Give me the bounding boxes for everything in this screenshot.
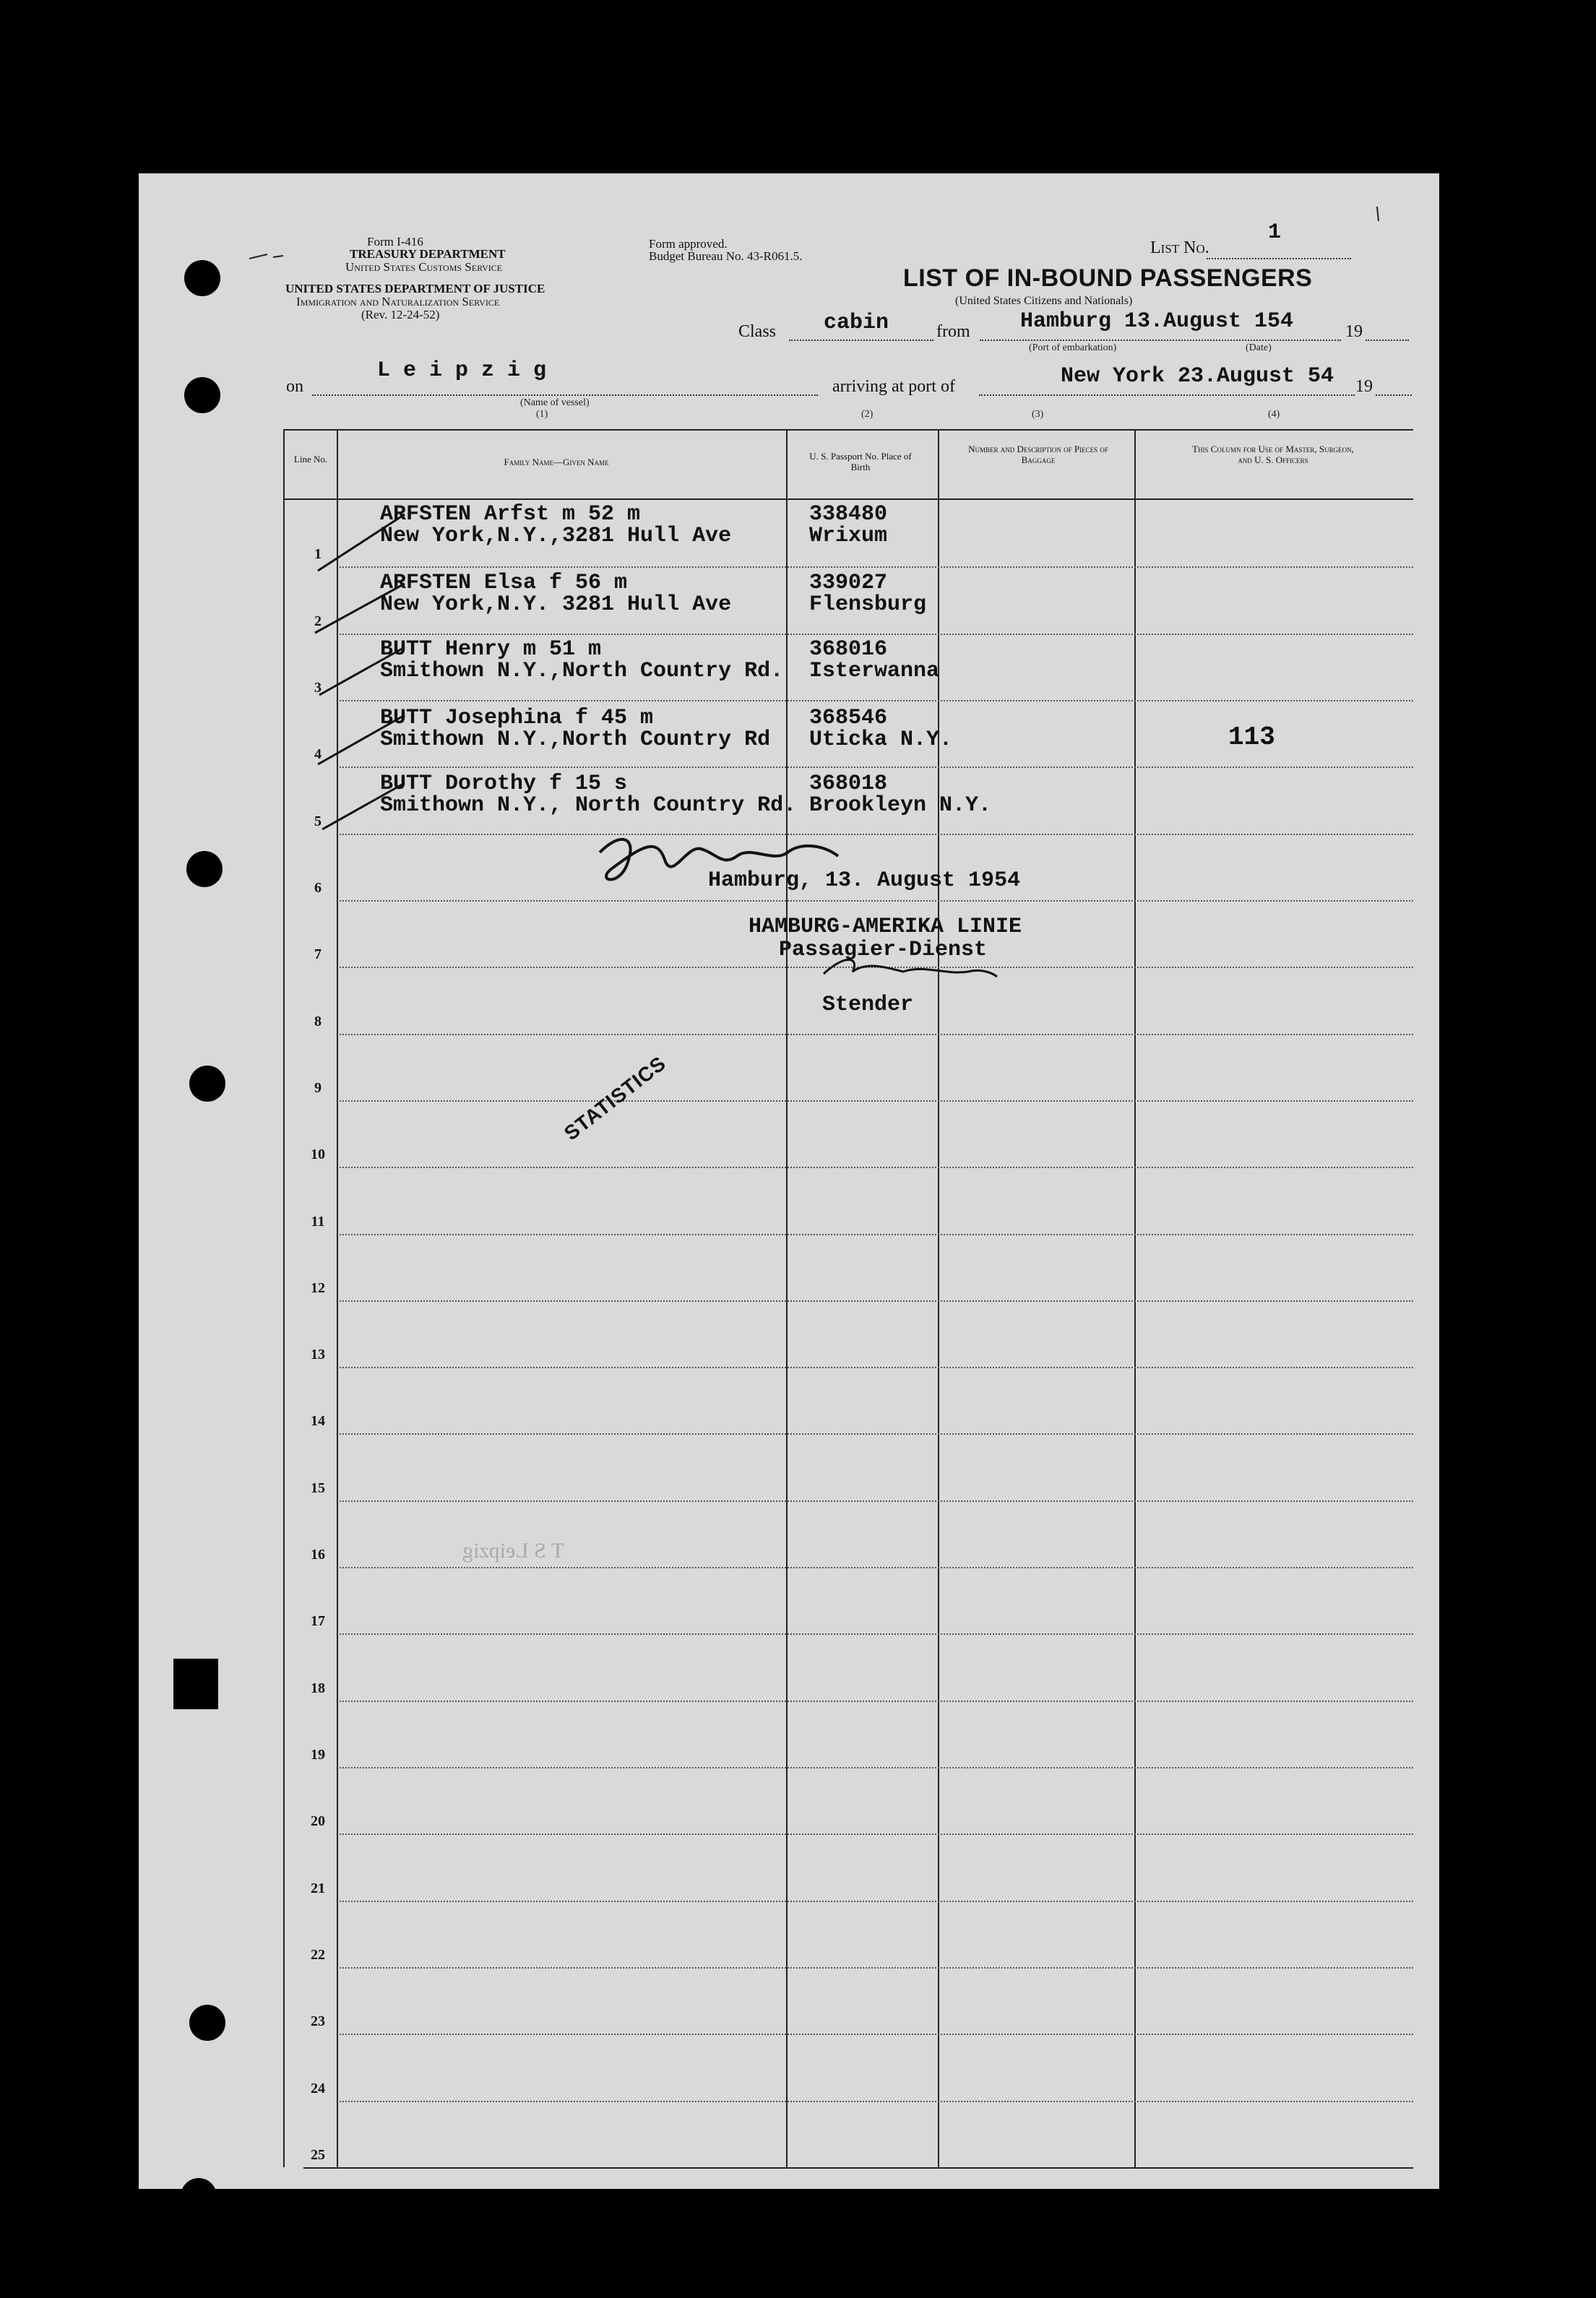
passenger-address: Smithown N.Y.,North Country Rd. [380, 659, 784, 683]
col-num-2: (2) [861, 409, 874, 420]
year-suffix-2: 19 [1355, 377, 1373, 396]
port-embarkation-caption: (Port of embarkation) [1029, 342, 1117, 353]
page-title: LIST OF IN-BOUND PASSENGERS [903, 264, 1313, 292]
line-number: 3 [314, 680, 322, 696]
signature-left [600, 839, 838, 880]
signer-name: Stender [822, 993, 914, 1017]
line-number: 10 [311, 1146, 325, 1162]
list-no-label: List No. [1150, 238, 1209, 257]
passenger-address: New York,N.Y. 3281 Hull Ave [380, 592, 732, 617]
company-name: HAMBURG-AMERIKA LINIE [749, 915, 1022, 939]
signature-right [824, 959, 997, 977]
line-number: 19 [311, 1747, 325, 1763]
line-number: 6 [314, 880, 322, 896]
passenger-address: Smithown N.Y.,North Country Rd [380, 727, 771, 752]
passport-number: 339027 [809, 571, 888, 595]
justice-dept: UNITED STATES DEPARTMENT OF JUSTICE [285, 282, 545, 295]
header-passport: U. S. Passport No. Place of Birth [809, 451, 912, 472]
immigration-service: Immigration and Naturalization Service [296, 295, 500, 308]
customs-service: United States Customs Service [345, 260, 503, 274]
line-number: 9 [314, 1080, 322, 1096]
line-number: 8 [314, 1014, 322, 1029]
place-of-birth: Wrixum [809, 524, 888, 548]
treasury-dept: TREASURY DEPARTMENT [350, 247, 506, 261]
passenger-address: New York,N.Y.,3281 Hull Ave [380, 524, 732, 548]
passenger-name: BUTT Henry m 51 m [380, 637, 602, 662]
line-number: 1 [314, 546, 322, 562]
line-number: 4 [314, 746, 322, 762]
corner-tick [1377, 207, 1379, 221]
bleed-through-text: T S Leipzig [462, 1539, 565, 1563]
arriving-label: arriving at port of [832, 377, 955, 396]
passenger-name: BUTT Josephina f 45 m [380, 706, 654, 730]
header-family-name: Family Name—Given Name [504, 457, 609, 467]
line-number: 5 [314, 813, 322, 829]
line-number: 22 [311, 1947, 325, 1963]
class-value: cabin [824, 311, 889, 335]
passenger-address: Smithown N.Y., North Country Rd. [380, 793, 797, 818]
place-of-birth: Isterwanna [809, 659, 940, 683]
passport-number: 338480 [809, 502, 888, 527]
from-label: from [936, 322, 970, 341]
signature-place-date: Hamburg, 13. August 1954 [708, 868, 1021, 893]
list-no-value: 1 [1268, 220, 1282, 245]
place-of-birth: Brookleyn N.Y. [809, 793, 992, 818]
officer-note: 113 [1228, 722, 1275, 752]
header-baggage: Number and Description of Pieces of Baggage [968, 444, 1108, 465]
budget-bureau: Budget Bureau No. 43-R061.5. [649, 249, 803, 263]
page-subtitle: (United States Citizens and Nationals) [955, 295, 1133, 307]
place-of-birth: Uticka N.Y. [809, 727, 953, 752]
revision: (Rev. 12-24-52) [361, 308, 440, 321]
from-value: Hamburg 13.August 154 [1020, 309, 1294, 334]
statistics-stamp: STATISTICS [560, 1051, 670, 1145]
passenger-name: BUTT Dorothy f 15 s [380, 772, 628, 796]
line-number: 20 [311, 1813, 325, 1829]
check-marks [315, 514, 405, 829]
col-num-3: (3) [1032, 409, 1044, 420]
col-num-1: (1) [536, 409, 548, 420]
vessel-caption: (Name of vessel) [520, 397, 590, 408]
line-number: 24 [311, 2081, 325, 2096]
year-suffix-1: 19 [1345, 322, 1363, 341]
on-label: on [286, 377, 303, 396]
arriving-value: New York 23.August 54 [1061, 364, 1334, 389]
margin-mark [249, 254, 283, 259]
line-number: 17 [311, 1613, 325, 1629]
form-number: Form I-416 [367, 235, 423, 249]
line-number: 16 [311, 1547, 325, 1563]
line-number: 12 [311, 1280, 325, 1296]
vessel-value: L e i p z i g [377, 358, 547, 383]
col-num-4: (4) [1268, 409, 1280, 420]
line-number: 18 [311, 1680, 325, 1696]
line-number: 25 [311, 2147, 325, 2163]
passport-number: 368016 [809, 637, 888, 662]
date-caption: (Date) [1246, 342, 1272, 353]
passenger-name: ARFSTEN Arfst m 52 m [380, 502, 641, 527]
line-number: 14 [311, 1413, 325, 1429]
class-label: Class [738, 322, 777, 341]
line-number: 23 [311, 2013, 325, 2029]
header-officers: This Column for Use of Master, Surgeon, and U. S. Officers [1192, 444, 1354, 465]
passport-number: 368546 [809, 706, 888, 730]
place-of-birth: Flensburg [809, 592, 927, 617]
line-number: 7 [314, 946, 322, 962]
line-number: 15 [311, 1480, 325, 1496]
line-number: 11 [311, 1214, 325, 1230]
header-line-no: Line No. [293, 454, 328, 465]
line-number: 2 [314, 613, 322, 629]
line-number: 21 [311, 1880, 325, 1896]
company-department: Passagier-Dienst [779, 938, 988, 962]
passenger-name: ARFSTEN Elsa f 56 m [380, 571, 628, 595]
line-number: 13 [311, 1347, 325, 1362]
passport-number: 368018 [809, 772, 888, 796]
form-approved: Form approved. [649, 237, 728, 251]
